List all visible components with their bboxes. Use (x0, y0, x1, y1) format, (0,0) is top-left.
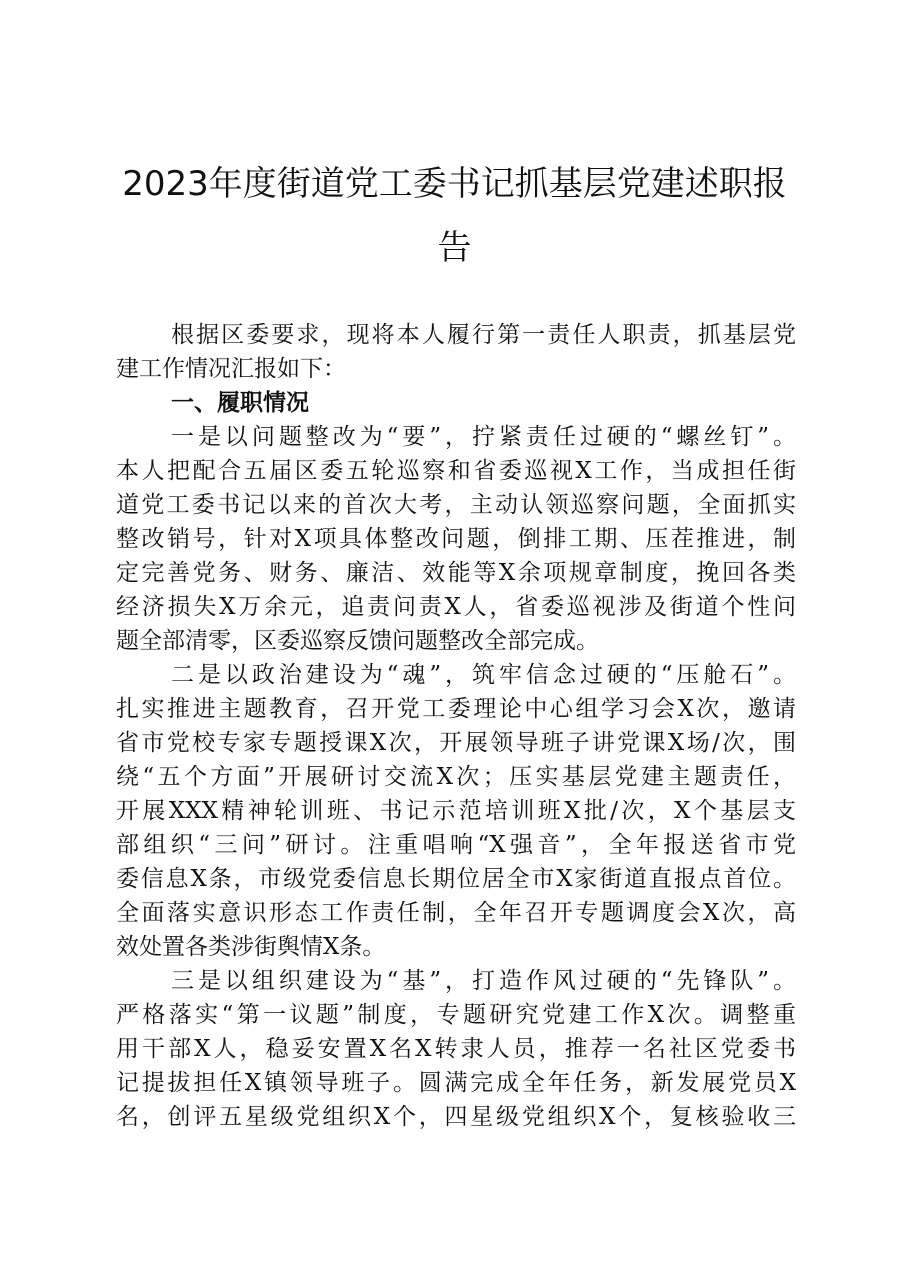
paragraph-line: 用干部X人，稳妥安置X名X转隶人员，推荐一名社区党委书 (116, 1036, 796, 1062)
paragraph-line: 定完善党务、财务、廉洁、效能等X余项规章制度，挽回各类 (116, 560, 796, 586)
paragraph-line: 名，创评五星级党组织X个，四星级党组织X个，复核验收三 (116, 1104, 796, 1130)
paragraph-line: 本人把配合五届区委五轮巡察和省委巡视X工作，当成担任街 (116, 458, 796, 484)
paragraph-line: 二是以政治建设为“魂”，筑牢信念过硬的“压舱石”。 (171, 662, 796, 688)
paragraph-line: 一是以问题整改为“要”，拧紧责任过硬的“螺丝钉”。 (171, 424, 796, 450)
paragraph-line: 道党工委书记以来的首次大考，主动认领巡察问题，全面抓实 (116, 492, 796, 518)
paragraph-line: 部组织“三问”研讨。注重唱响“X强音”，全年报送省市党 (116, 832, 796, 858)
section-heading: 一、履职情况 (171, 390, 309, 416)
intro-line: 根据区委要求，现将本人履行第一责任人职责，抓基层党 (171, 322, 796, 348)
paragraph-line: 严格落实“第一议题”制度，专题研究党建工作X次。调整重 (116, 1002, 796, 1028)
paragraph-line: 三是以组织建设为“基”，打造作风过硬的“先锋队”。 (171, 968, 796, 994)
intro-line: 建工作情况汇报如下： (116, 356, 346, 382)
paragraph-line: 委信息X条，市级党委信息长期位居全市X家街道直报点首位。 (116, 866, 796, 892)
paragraph-line: 开展XXX精神轮训班、书记示范培训班X批/次，X个基层支 (116, 798, 796, 824)
paragraph-line: 全面落实意识形态工作责任制，全年召开专题调度会X次，高 (116, 900, 796, 926)
paragraph-line: 记提拔担任X镇领导班子。圆满完成全年任务，新发展党员X (116, 1070, 796, 1096)
paragraph-line: 整改销号，针对X项具体整改问题，倒排工期、压茬推进，制 (116, 526, 796, 552)
paragraph-line: 效处置各类涉街舆情X条。 (116, 934, 386, 960)
document-title-line-1: 2023年度街道党工委书记抓基层党建述职报 (122, 164, 787, 204)
paragraph-line: 经济损失X万余元，追责问责X人，省委巡视涉及街道个性问 (116, 594, 796, 620)
paragraph-line: 扎实推进主题教育，召开党工委理论中心组学习会X次，邀请 (116, 696, 796, 722)
paragraph-line: 题全部清零，区委巡察反馈问题整改全部完成。 (116, 628, 599, 654)
paragraph-line: 绕“五个方面”开展研讨交流X次；压实基层党建主题责任， (116, 764, 796, 790)
document-title-line-2: 告 (437, 228, 472, 268)
paragraph-line: 省市党校专家专题授课X次，开展领导班子讲党课X场/次，围 (116, 730, 796, 756)
